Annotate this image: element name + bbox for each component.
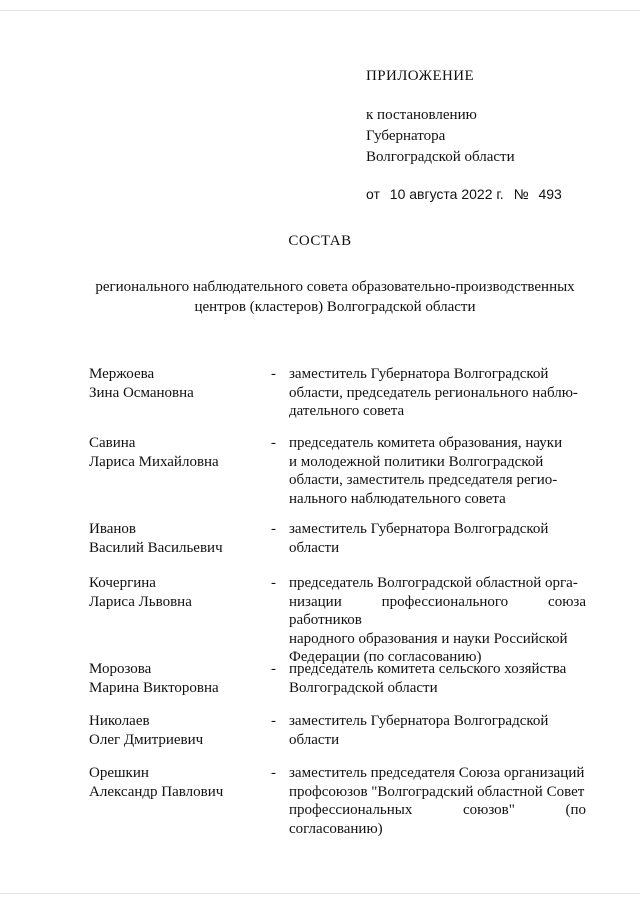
member-surname: Морозова <box>89 661 152 677</box>
member-name <box>89 520 264 557</box>
role-line: Волгоградской области <box>289 679 438 696</box>
date-value: 10 августа 2022 г. <box>389 186 504 202</box>
member-surname: Николаев <box>89 713 150 729</box>
member-surname: Кочергина <box>89 575 156 591</box>
number-value: 493 <box>538 186 562 202</box>
role-line: Федерации (по согласованию) <box>289 649 482 665</box>
member-name <box>89 660 264 697</box>
role-line: области <box>289 539 340 556</box>
attachment-block <box>366 66 568 205</box>
role-line: председатель Волгоградской областной орга- <box>289 575 578 591</box>
member-role <box>289 712 586 749</box>
attachment-ref-line: Волгоградской области <box>366 149 515 165</box>
role-line: профсоюзов "Волгоградский областной Совет <box>289 783 585 800</box>
member-name <box>89 365 264 402</box>
role-line: народного образования и науки Российской <box>289 630 568 647</box>
role-line: заместитель Губернатора Волгоградской <box>289 521 549 537</box>
separator-dash: - <box>271 765 276 781</box>
separator-dash: - <box>271 713 276 729</box>
role-line: профессиональных союзов" (по согласованию) <box>289 802 586 837</box>
role-line: области, председатель регионального наблю- <box>289 384 578 401</box>
separator-dash: - <box>271 661 276 677</box>
role-line: области <box>289 731 340 748</box>
member-name <box>89 712 264 749</box>
member-name <box>89 574 264 611</box>
role-line: председатель комитета сельского хозяйства <box>289 661 567 677</box>
attachment-ref-line: Губернатора <box>366 128 446 144</box>
role-line: председатель комитета образования, науки <box>289 435 563 451</box>
member-role <box>289 520 586 557</box>
date-prefix: от <box>366 186 380 202</box>
role-line: низации профессионального союза работников <box>289 593 586 628</box>
member-given-name: Александр Павлович <box>89 783 224 800</box>
document-subtitle <box>70 277 600 317</box>
member-surname: Савина <box>89 435 136 451</box>
member-role <box>289 365 586 421</box>
member-given-name: Олег Дмитриевич <box>89 731 204 748</box>
member-role <box>289 764 586 838</box>
member-name <box>89 434 264 471</box>
subtitle-line: регионального наблюдательного совета образовательно-производственных <box>95 279 575 295</box>
separator-dash: - <box>271 366 276 382</box>
role-line: заместитель Губернатора Волгоградской <box>289 713 549 729</box>
member-given-name: Василий Васильевич <box>89 539 223 556</box>
attachment-ref-line: к постановлению <box>366 107 477 123</box>
member-role <box>289 574 586 667</box>
attachment-label: ПРИЛОЖЕНИЕ <box>366 68 475 84</box>
role-line: нального наблюдательного совета <box>289 490 506 507</box>
member-surname: Иванов <box>89 521 136 537</box>
decree-date-line <box>366 184 568 205</box>
member-given-name: Лариса Михайловна <box>89 453 219 470</box>
role-line: и молодежной политики Волгоградской <box>289 453 544 470</box>
member-surname: Орешкин <box>89 765 149 781</box>
role-line: заместитель председателя Союза организаций <box>289 765 585 781</box>
member-given-name: Лариса Львовна <box>89 593 192 610</box>
role-line: дательного совета <box>289 403 405 419</box>
member-given-name: Марина Викторовна <box>89 679 219 696</box>
member-surname: Мержоева <box>89 366 155 382</box>
member-name <box>89 764 264 801</box>
member-role <box>289 660 586 697</box>
separator-dash: - <box>271 435 276 451</box>
scan-rule-line <box>0 10 640 11</box>
subtitle-line: центров (кластеров) Волгоградской области <box>194 299 476 315</box>
role-line: области, заместитель председателя регио- <box>289 472 558 488</box>
separator-dash: - <box>271 521 276 537</box>
member-role <box>289 434 586 508</box>
separator-dash: - <box>271 575 276 591</box>
role-line: заместитель Губернатора Волгоградской <box>289 366 549 382</box>
document-title: СОСТАВ <box>288 233 352 249</box>
member-given-name: Зина Османовна <box>89 384 194 401</box>
scan-rule-line <box>0 893 640 894</box>
number-sign: № <box>513 186 529 202</box>
